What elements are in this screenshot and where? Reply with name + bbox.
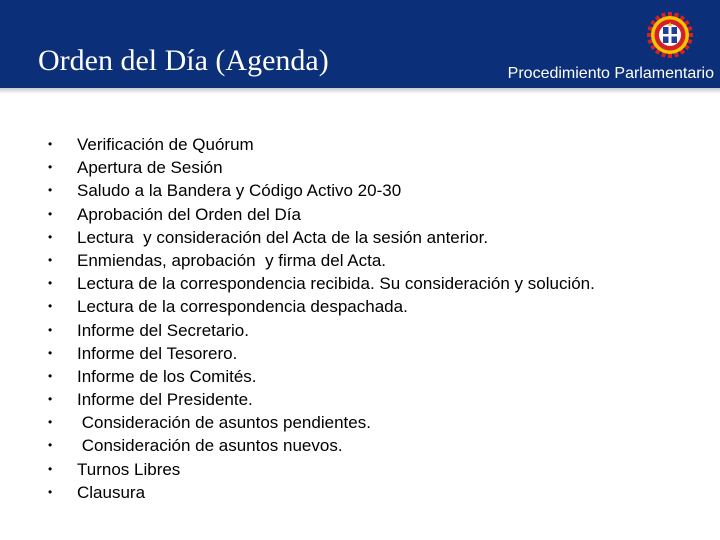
- bullet-icon: •: [48, 345, 53, 360]
- agenda-item-text: Verificación de Quórum: [77, 135, 254, 154]
- slide-header: [0, 0, 720, 88]
- bullet-icon: •: [48, 461, 53, 476]
- agenda-item-text: Aprobación del Orden del Día: [77, 204, 301, 224]
- agenda-item-text: Apertura de Sesión: [77, 158, 223, 178]
- agenda-item-text: Informe del Tesorero.: [77, 343, 238, 363]
- agenda-item-text: Informe del Presidente.: [77, 390, 253, 410]
- agenda-item-text: Informe del Secretario.: [77, 320, 249, 340]
- agenda-item-text: Clausura: [77, 482, 146, 502]
- bullet-icon: •: [48, 368, 53, 383]
- agenda-item-text: Enmiendas, aprobación y firma del Acta.: [77, 250, 386, 270]
- bullet-icon: •: [48, 183, 53, 198]
- bullet-icon: •: [48, 206, 53, 221]
- bullet-icon: •: [48, 137, 53, 151]
- agenda-item-text: Turnos Libres: [77, 459, 181, 479]
- agenda-item-text: Lectura de la correspondencia recibida. Su consideración y solución.: [77, 274, 595, 294]
- bullet-icon: •: [48, 160, 53, 175]
- club-emblem-logo: [645, 10, 695, 60]
- agenda-item-text: Consideración de asuntos pendientes.: [77, 413, 371, 433]
- agenda-item-text: Saludo a la Bandera y Código Activo 20-30: [77, 181, 402, 201]
- bullet-icon: •: [48, 322, 53, 337]
- slide-title: Orden del Día (Agenda): [38, 44, 329, 77]
- bullet-icon: •: [48, 299, 53, 314]
- bullet-icon: •: [48, 392, 53, 407]
- bullet-icon: •: [48, 229, 53, 244]
- agenda-item-text: Informe de los Comités.: [77, 366, 257, 386]
- slide-subtitle: Procedimiento Parlamentario: [507, 65, 714, 82]
- agenda-item-text: Lectura de la correspondencia despachada.: [77, 297, 408, 317]
- agenda-item-text: Consideración de asuntos nuevos.: [77, 436, 343, 456]
- bullet-icon: •: [48, 276, 53, 291]
- bullet-icon: •: [48, 438, 53, 453]
- bullet-icon: •: [48, 484, 53, 499]
- header-divider: [0, 88, 720, 94]
- bullet-icon: •: [48, 415, 53, 430]
- bullet-icon: •: [48, 252, 53, 267]
- agenda-item-text: Lectura y consideración del Acta de la sesión anterior.: [77, 227, 489, 247]
